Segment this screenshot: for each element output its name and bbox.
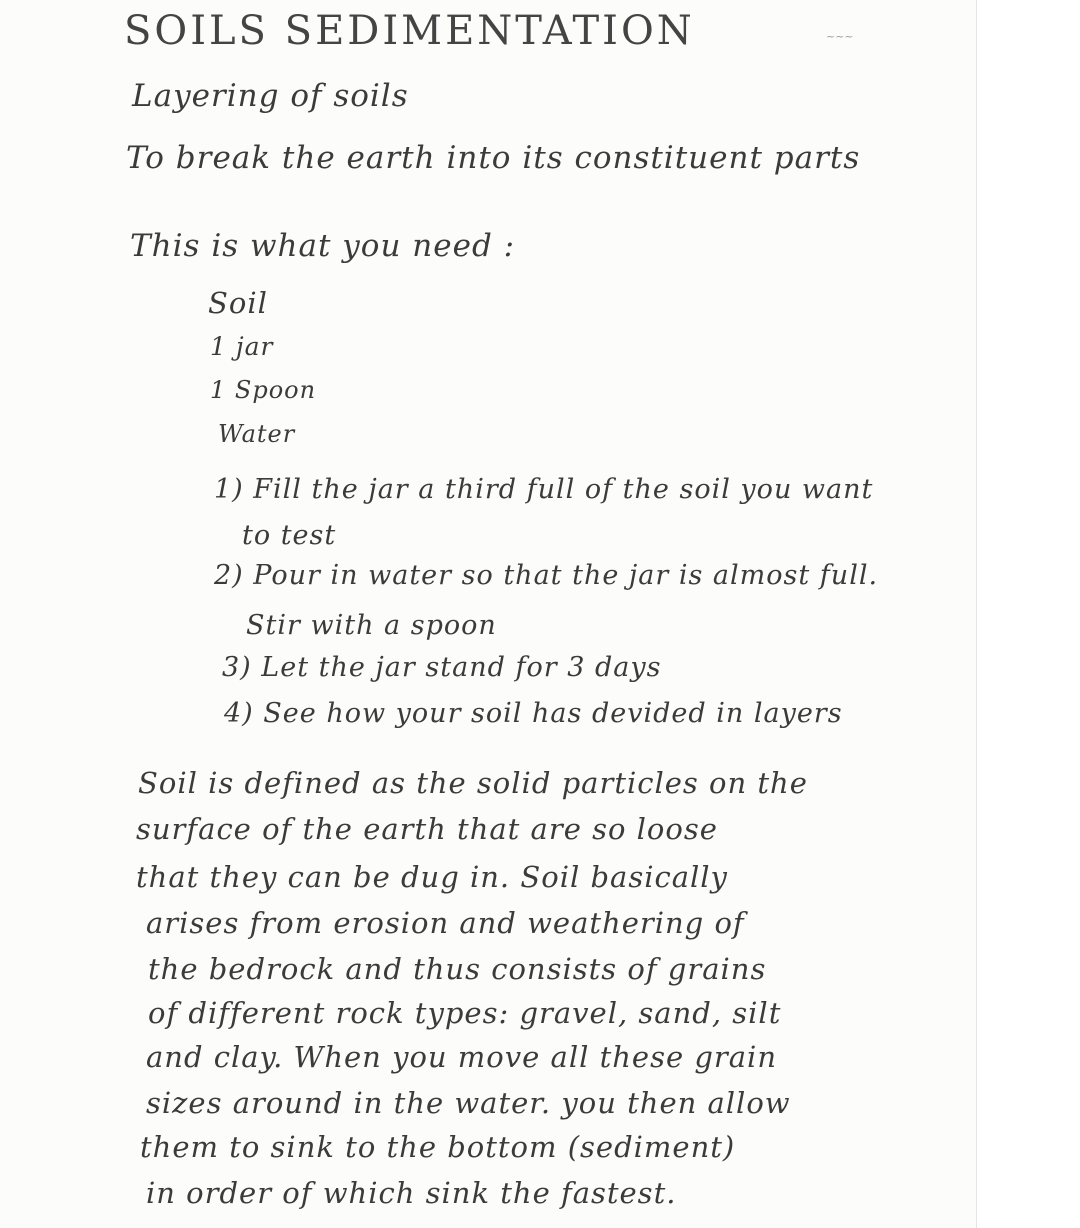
paragraph-line: of different rock types: gravel, sand, silt	[148, 996, 782, 1030]
page-title: SOILS SEDIMENTATION	[124, 8, 695, 54]
paragraph-line: in order of which sink the fastest.	[146, 1176, 677, 1210]
needs-item: 1 jar	[210, 332, 274, 361]
stray-pencil-mark: ~~~	[826, 30, 854, 43]
step-line: 3) Let the jar stand for 3 days	[222, 652, 662, 683]
purpose-line: To break the earth into its constituent parts	[126, 140, 861, 176]
step-line: 1) Fill the jar a third full of the soil you want	[214, 474, 874, 505]
paragraph-line: that they can be dug in. Soil basically	[136, 860, 728, 894]
paragraph-line: Soil is defined as the solid particles on the	[138, 766, 808, 800]
paragraph-line: sizes around in the water. you then allow	[146, 1086, 791, 1120]
step-line: to test	[242, 520, 337, 551]
paragraph-line: the bedrock and thus consists of grains	[148, 952, 767, 986]
needs-item: Water	[218, 420, 296, 448]
paragraph-line: them to sink to the bottom (sediment)	[140, 1130, 736, 1164]
subtitle: Layering of soils	[132, 78, 409, 114]
page-edge	[976, 0, 977, 1228]
needs-heading: This is what you need :	[130, 228, 516, 264]
needs-item: 1 Spoon	[210, 376, 317, 404]
paragraph-line: surface of the earth that are so loose	[136, 812, 718, 846]
step-line: 4) See how your soil has devided in layers	[224, 698, 843, 729]
paragraph-line: arises from erosion and weathering of	[146, 906, 745, 940]
needs-item: Soil	[208, 286, 268, 320]
step-line: 2) Pour in water so that the jar is almost full.	[214, 560, 879, 591]
paragraph-line: and clay. When you move all these grain	[146, 1040, 778, 1074]
step-line: Stir with a spoon	[246, 610, 497, 641]
